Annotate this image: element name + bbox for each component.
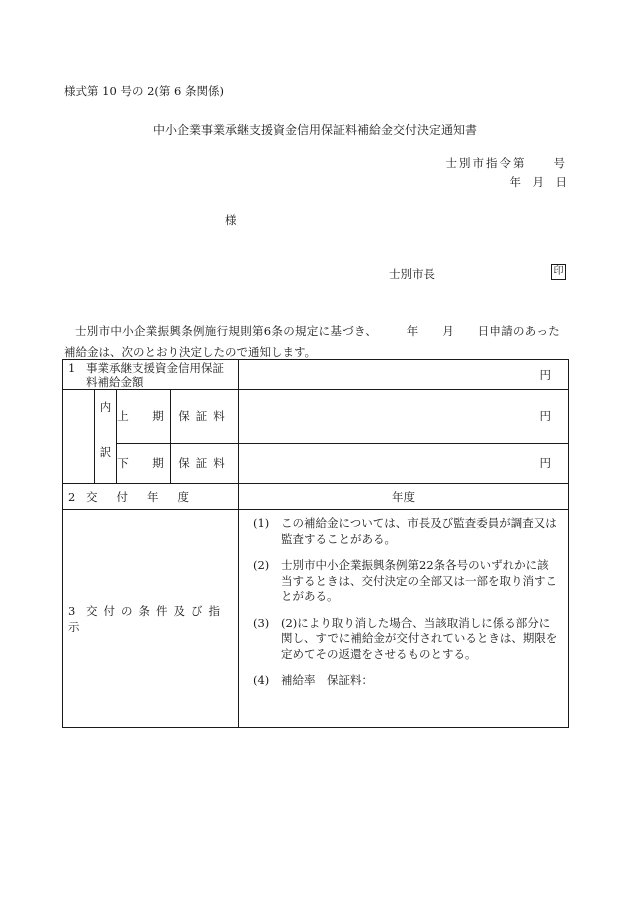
second-half-value-cell <box>239 443 569 484</box>
condition-item <box>253 673 560 689</box>
condition-number: (2) <box>253 558 270 572</box>
row-number: 3 <box>68 603 76 618</box>
conditions-cell <box>239 510 569 728</box>
breakdown-label-bottom <box>95 443 117 484</box>
row-number: 2 <box>68 489 76 504</box>
body-paragraph <box>64 321 567 363</box>
condition-item <box>253 558 560 605</box>
table-row-first-half <box>63 390 569 444</box>
amount-value-cell <box>239 360 569 390</box>
condition-text: 士別市中小企業振興条例第22条各号のいずれかに該当するときは、交付決定の全部又は一部を取り消すことがある。 <box>281 558 557 603</box>
table-row-second-half <box>63 443 569 484</box>
yen-unit: 円 <box>539 367 551 382</box>
amount-label-line1: 事業承継支援資金信用保証 <box>86 361 224 375</box>
first-half-period: 上 期 <box>117 390 171 444</box>
issue-date: 年 月 日 <box>509 175 567 189</box>
conditions-label-cell <box>63 510 239 728</box>
decision-table <box>62 359 569 728</box>
condition-number: (1) <box>253 516 270 530</box>
breakdown-char-wake: 訳 <box>99 445 112 459</box>
breakdown-label-top <box>95 390 117 444</box>
fiscal-year-label-cell <box>63 484 239 510</box>
document-title: 中小企業事業承継支援資金信用保証料補給金交付決定通知書 <box>152 123 477 137</box>
condition-text: (2)により取り消した場合、当該取消しに係る部分に関し、すでに補給金が交付されているときは、期限を定めてその返還をさせるものとする。 <box>281 615 558 661</box>
fiscal-year-value: 年度 <box>239 484 569 510</box>
conditions-label: 交付の条件及び指示 <box>68 603 226 634</box>
condition-item <box>253 516 560 547</box>
form-number: 様式第 10 号の 2(第 6 条関係) <box>64 84 225 98</box>
row-number: 1 <box>68 361 76 375</box>
breakdown-char-uchi: 内 <box>99 400 112 414</box>
fiscal-year-label: 交付年度 <box>86 489 208 504</box>
condition-number: (4) <box>253 673 270 687</box>
addressee-suffix: 様 <box>225 213 237 227</box>
first-half-value-cell <box>239 390 569 444</box>
table-row-conditions <box>63 510 569 728</box>
condition-text: 補給率 保証料： <box>281 673 373 687</box>
blank-cell <box>63 390 95 444</box>
condition-item <box>253 616 560 663</box>
sender-name: 士別市長 <box>389 267 435 281</box>
yen-unit: 円 <box>539 409 551 424</box>
blank-cell <box>63 443 95 484</box>
document-number: 士別市指令第 号 <box>445 156 567 170</box>
amount-label-line2: 料補給金額 <box>86 375 144 389</box>
second-half-item: 保証料 <box>171 443 239 484</box>
table-row-fiscal-year <box>63 484 569 510</box>
seal-mark: 印 <box>551 264 566 280</box>
table-row-amount <box>63 360 569 390</box>
first-half-item: 保証料 <box>171 390 239 444</box>
body-line-2: 補給金は、次のとおり決定したので通知します。 <box>64 345 317 359</box>
yen-unit: 円 <box>539 456 551 471</box>
amount-label-cell <box>63 360 239 390</box>
condition-number: (3) <box>253 615 270 630</box>
condition-text: この補給金については、市長及び監査委員が調査又は監査することがある。 <box>281 516 557 546</box>
second-half-period: 下 期 <box>117 443 171 484</box>
body-line-1: 士別市中小企業振興条例施行規則第6条の規定に基づき、 年 月 日申請のあった <box>75 324 561 338</box>
